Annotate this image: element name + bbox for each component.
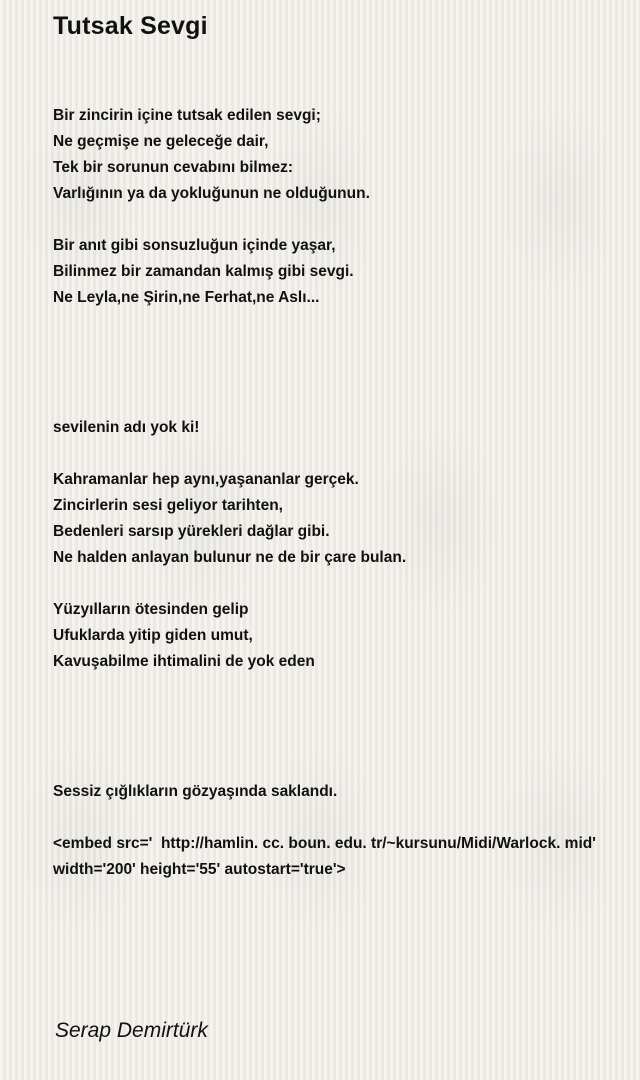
poem-blank-line (53, 311, 623, 337)
poem-blank-line (53, 701, 623, 727)
poem-blank-line (53, 805, 623, 831)
poem-line: Kahramanlar hep aynı,yaşananlar gerçek. (53, 471, 359, 488)
poem-line: Ufuklarda yitip giden umut, (53, 627, 253, 644)
poem-line: Ne halden anlayan bulunur ne de bir çare bulan. (53, 549, 407, 566)
poem-author: Serap Demirtürk (55, 1019, 208, 1042)
poem-line: Ne geçmişe ne geleceğe dair, (53, 133, 269, 150)
poem-blank-line (53, 727, 623, 753)
poem-line: Sessiz çığlıkların gözyaşında saklandı. (53, 783, 338, 800)
poem-blank-line (53, 207, 623, 233)
poem-line: Ne Leyla,ne Şirin,ne Ferhat,ne Aslı... (53, 289, 320, 306)
poem-body (53, 103, 623, 883)
poem-blank-line (53, 363, 623, 389)
poem-line: Tek bir sorunun cevabını bilmez: (53, 159, 294, 176)
poem-line: Bilinmez bir zamandan kalmış gibi sevgi. (53, 263, 354, 280)
poem-blank-line (53, 753, 623, 779)
poem-line: Yüzyılların ötesinden gelip (53, 601, 249, 618)
poem-line: Kavuşabilme ihtimalini de yok eden (53, 653, 315, 670)
poem-line: Varlığının ya da yokluğunun ne olduğunun. (53, 185, 370, 202)
poem-blank-line (53, 441, 623, 467)
poem-blank-line (53, 389, 623, 415)
poem-blank-line (53, 675, 623, 701)
poem-line: Bedenleri sarsıp yürekleri dağlar gibi. (53, 523, 330, 540)
poem-line: sevilenin adı yok ki! (53, 419, 200, 436)
poem-line: Bir anıt gibi sonsuzluğun içinde yaşar, (53, 237, 336, 254)
poem-line: width='200' height='55' autostart='true'> (53, 861, 346, 878)
poem-blank-line (53, 571, 623, 597)
poem-line: Bir zincirin içine tutsak edilen sevgi; (53, 107, 321, 124)
poem-blank-line (53, 337, 623, 363)
poem-title: Tutsak Sevgi (53, 12, 208, 40)
poem-line: Zincirlerin sesi geliyor tarihten, (53, 497, 283, 514)
poem-line: <embed src=' http://hamlin. cc. boun. edu. tr/~kursunu/Midi/Warlock. mid' (53, 835, 596, 852)
